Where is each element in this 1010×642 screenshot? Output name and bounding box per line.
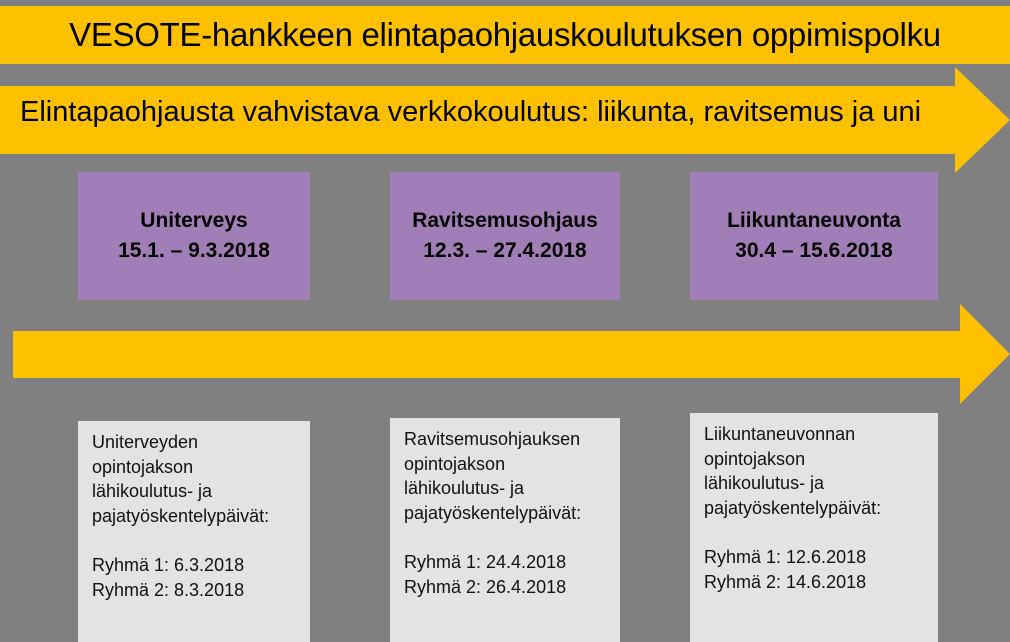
title-bar: [0, 6, 1010, 64]
phase-box-ravitsemusohjaus: [390, 172, 620, 300]
timeline-arrow: [0, 304, 1010, 404]
phase-dates: 30.4 – 15.6.2018: [735, 239, 893, 262]
card-line: Liikuntaneuvonnan: [704, 424, 856, 444]
group-2-date: Ryhmä 2: 26.4.2018: [404, 576, 567, 597]
phase-dates: 12.3. – 27.4.2018: [423, 239, 587, 262]
card-line: lähikoulutus- ja: [704, 473, 825, 493]
course-banner-text: Elintapaohjausta vahvistava verkkokoulutus: liikunta, ravitsemus ja uni: [20, 96, 922, 128]
card-line: pajatyöskentelypäivät:: [704, 497, 882, 518]
card-line: pajatyöskentelypäivät:: [404, 502, 582, 523]
phase-name: Ravitsemusohjaus: [412, 209, 598, 232]
card-line: lähikoulutus- ja: [92, 481, 213, 501]
card-line: lähikoulutus- ja: [404, 478, 525, 498]
card-ravitsemusohjaus: [390, 418, 620, 642]
group-1-date: Ryhmä 1: 24.4.2018: [404, 552, 567, 572]
phase-name: Uniterveys: [140, 209, 248, 232]
card-line: opintojakson: [704, 448, 806, 469]
card-line: Ravitsemusohjauksen: [404, 429, 581, 449]
page-title: VESOTE-hankkeen elintapaohjauskoulutuksen oppimispolku: [69, 16, 941, 53]
card-uniterveys: [78, 421, 310, 642]
phase-box-liikuntaneuvonta: [690, 172, 938, 300]
card-line: Uniterveyden: [92, 432, 199, 452]
card-line: pajatyöskentelypäivät:: [92, 505, 270, 526]
phase-box-uniterveys: [78, 172, 310, 300]
phase-dates: 15.1. – 9.3.2018: [118, 239, 270, 262]
group-1-date: Ryhmä 1: 12.6.2018: [704, 547, 867, 567]
card-line: opintojakson: [92, 456, 194, 477]
card-line: opintojakson: [404, 453, 506, 474]
phase-name: Liikuntaneuvonta: [727, 209, 901, 232]
card-liikuntaneuvonta: [690, 413, 938, 642]
group-2-date: Ryhmä 2: 14.6.2018: [704, 571, 867, 592]
group-2-date: Ryhmä 2: 8.3.2018: [92, 579, 245, 600]
group-1-date: Ryhmä 1: 6.3.2018: [92, 555, 245, 575]
